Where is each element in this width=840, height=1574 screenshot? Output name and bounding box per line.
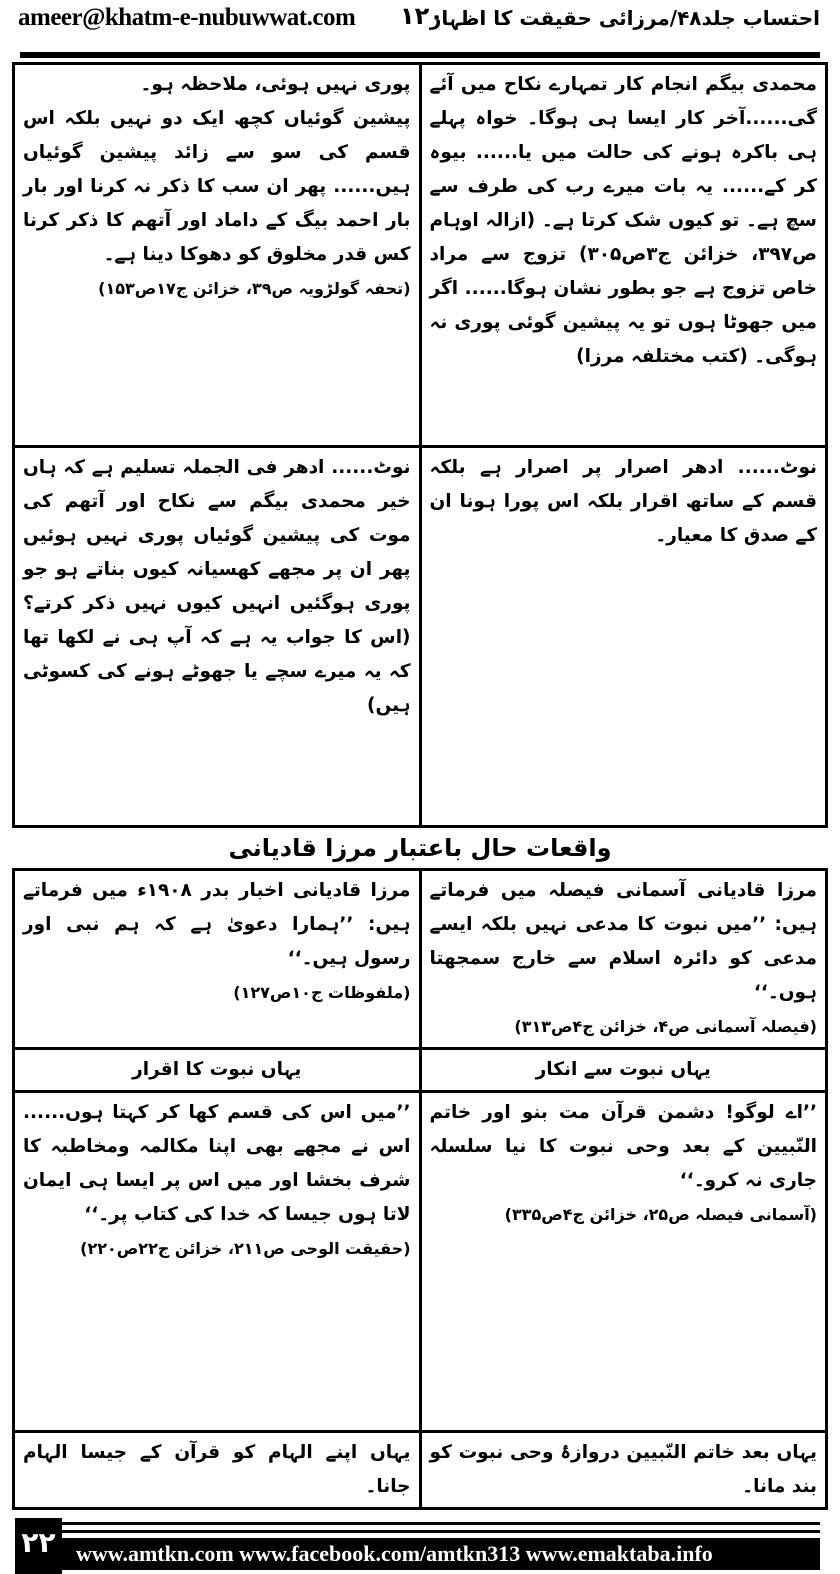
comparison-table-1 [12, 62, 828, 828]
footer-websites: www.amtkn.com www.facebook.com/amtkn313 www.emaktaba.info [62, 1538, 820, 1570]
table-heading-row [14, 1049, 827, 1092]
cell-text: ’’میں اس کی قسم کھا کر کہتا ہوں...... اس نے مجھے بھی اپنا مکالمہ ومخاطبہ کا شرف بخشا اور میں اس پر ایسا ہی ایمان لاتا ہوں جیسا کہ خدا کی کتاب پر۔‘‘ [23, 1102, 411, 1225]
page-body [0, 58, 840, 1510]
cell-right: یہاں بعد خاتم النّبیین دروازۂ وحی نبوت کو بند مانا۔ [420, 1432, 827, 1509]
header-email: ameer@khatm-e-nubuwwat.com [18, 4, 356, 31]
cell-text: ’’اے لوگو! دشمن قرآن مت بنو اور خاتم النّبیین کے بعد وحی نبوت کا نیا سلسلہ جاری نہ کرو۔‘‘ [429, 1102, 817, 1191]
heading-denial: یہاں نبوت سے انکار [420, 1049, 827, 1092]
citation: (آسمانی فیصلہ ص۲۵، خزائن ج۴ص۳۳۵) [504, 1205, 817, 1224]
footer-rule [62, 1522, 820, 1525]
page-footer [0, 1518, 840, 1574]
table-row [14, 870, 827, 1049]
cell-text: محمدی بیگم انجام کار تمہارے نکاح میں آئے گی......آخر کار ایسا ہی ہوگا۔ خواہ پہلے ہی باکرہ ہونے کی حالت میں یا...... بیوہ کر کے...... یہ بات میرے رب کی طرف سے سچ ہے۔ تو کیوں شک کرتا ہے۔ (ازالہ اوہام ص۳۹۷، خزائن ج۳ص۳۰۵) تزوج سے مراد خاص تزوج ہے جو بطور نشان ہوگا...... اگر میں جھوٹا ہوں تو یہ پیشین گوئی پوری نہ ہوگی۔ (کتب مختلفہ مرزا) [429, 74, 817, 367]
table-row [14, 447, 827, 827]
cell-right [420, 447, 827, 827]
cell-left [14, 64, 421, 447]
cell-text: پوری نہیں ہوئی، ملاحظہ ہو۔ [140, 74, 411, 95]
cell-left [14, 447, 421, 827]
citation: (تحفہ گولڑویہ ص۳۹، خزائن ج۱۷ص۱۵۳) [98, 279, 411, 298]
footer-page-number: ۲۲ [15, 1518, 62, 1574]
cell-text: مرزا قادیانی آسمانی فیصلہ میں فرماتے ہیں: ’’میں نبوت کا مدعی نہیں بلکہ ایسے مدعی کو دائرہ اسلام سے خارج سمجھتا ہوں۔‘‘ [429, 880, 817, 1003]
table-row [14, 1092, 827, 1432]
cell-right [420, 1092, 827, 1432]
cell-left [14, 1092, 421, 1432]
table-row [14, 1432, 827, 1509]
header-book-title: احتساب جلد۴۸/مرزائی حقیقت کا اظہار [429, 6, 820, 30]
cell-left: یہاں اپنے الہام کو قرآن کے جیسا الہام جانا۔ [14, 1432, 421, 1509]
cell-right [420, 64, 827, 447]
table-row [14, 64, 827, 447]
citation: (ملفوظات ج۱۰ص۱۲۷) [233, 983, 411, 1002]
cell-right [420, 870, 827, 1049]
cell-text: مرزا قادیانی اخبار بدر ۱۹۰۸ء میں فرماتے ہیں: ’’ہمارا دعویٰ ہے کہ ہم نبی اور رسول ہیں۔‘‘ [23, 880, 411, 969]
citation: (حقیقت الوحی ص۲۱۱، خزائن ج۲۲ص۲۲۰) [80, 1239, 411, 1258]
citation: (فیصلہ آسمانی ص۴، خزائن ج۴ص۳۱۳) [514, 1017, 817, 1036]
cell-text: پیشین گوئیاں کچھ ایک دو نہیں بلکہ اس قسم کی سو سے زائد پیشین گوئیاں ہیں...... پھر ان سب کا ذکر نہ کرنا اور بار بار احمد بیگ کے داماد اور آتھم کا ذکر کرنا کس قدر مخلوق کو دھوکا دینا ہے۔ [23, 108, 411, 265]
cell-text: نوٹ...... ادھر فی الجملہ تسلیم ہے کہ ہاں خیر محمدی بیگم سے نکاح اور آتھم کی موت کی پیشین گوئیاں پوری نہیں ہوئیں پھر ان پر مجھے کھسیانہ کیوں بناتے ہو جو پوری ہوگئیں انہیں کیوں نہیں ذکر کرتے؟ (اس کا جواب یہ ہے کہ آپ ہی نے لکھا تھا کہ یہ میرے سچے یا جھوٹے ہونے کی کسوٹی ہیں) [23, 457, 411, 716]
header-page-number: ۱۲۰ [400, 2, 444, 30]
footer-rule [62, 1530, 820, 1533]
heading-claim: یہاں نبوت کا اقرار [14, 1049, 421, 1092]
comparison-table-2 [12, 868, 828, 1510]
cell-text: نوٹ...... ادھر اصرار پر اصرار ہے بلکہ قسم کے ساتھ اقرار بلکہ اس پورا ہونا ان کے صدق کا معیار۔ [429, 457, 817, 546]
cell-left [14, 870, 421, 1049]
section-title: واقعات حال باعتبار مرزا قادیانی [228, 834, 612, 862]
page-header [0, 0, 840, 52]
